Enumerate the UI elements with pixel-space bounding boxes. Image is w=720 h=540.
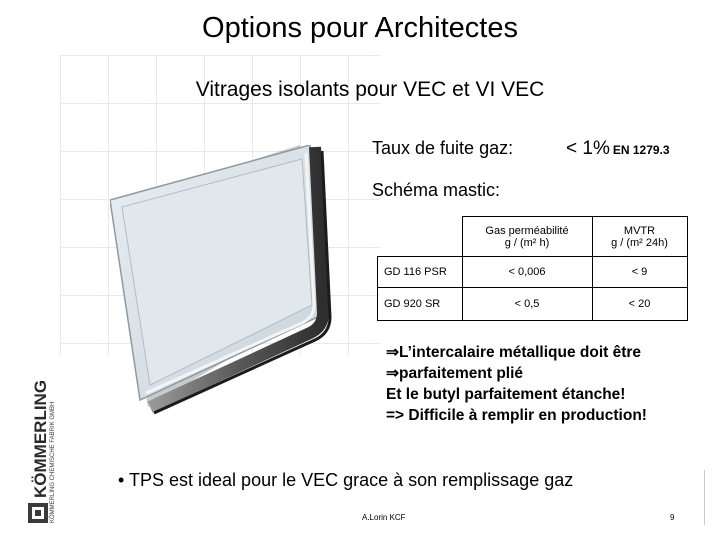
- table-row: [378, 288, 688, 321]
- header-gas-permeability: [462, 217, 592, 257]
- tps-text: TPS est ideal pour le VEC grace à son remplissage gaz: [129, 470, 574, 490]
- page-number: 9: [670, 513, 675, 522]
- table-corner: [378, 217, 463, 257]
- sealant-table: [377, 216, 688, 321]
- row-label: GD 116 PSR: [378, 257, 463, 288]
- header-mvtr-line2: g / (m² 24h): [611, 236, 668, 249]
- leak-rate-value: [566, 138, 670, 160]
- divider-line: [704, 470, 705, 525]
- kommerling-logo: [26, 355, 56, 527]
- note-line: ⇒parfaitement plié: [386, 365, 524, 382]
- header-gas-line2: g / (m² h): [504, 236, 550, 249]
- note-line: => Difficile à remplir en production!: [386, 407, 647, 424]
- mvtr-value: < 9: [592, 257, 687, 288]
- logo-brand-text: KÖMMERLING: [31, 379, 50, 498]
- page-title: Options pour Architectes: [202, 12, 518, 44]
- header-gas-line1: Gas perméabilité: [485, 224, 569, 237]
- glass-unit-illustration: [110, 145, 370, 425]
- table-row: [378, 257, 688, 288]
- gas-value: < 0,5: [462, 288, 592, 321]
- leak-rate-norm: EN 1279.3: [612, 143, 670, 157]
- leak-rate-label: Taux de fuite gaz:: [372, 138, 514, 158]
- implies-arrow-icon: ⇒: [386, 365, 399, 382]
- mvtr-value: < 20: [592, 288, 687, 321]
- schema-label: Schéma mastic:: [372, 180, 501, 200]
- note-line: Et le butyl parfaitement étanche!: [386, 386, 626, 403]
- row-label: GD 920 SR: [378, 288, 463, 321]
- spacer-notes: [386, 342, 647, 426]
- header-mvtr: [592, 217, 687, 257]
- footer-author: A.Lorin KCF: [362, 513, 406, 522]
- page-subtitle: Vitrages isolants pour VEC et VI VEC: [195, 78, 545, 101]
- leak-rate-percent: < 1%: [566, 138, 610, 159]
- note-line: ⇒L’intercalaire métallique doit être: [386, 344, 642, 361]
- implies-arrow-icon: ⇒: [386, 344, 399, 361]
- header-mvtr-line1: MVTR: [623, 224, 656, 237]
- tps-bullet: [118, 470, 573, 491]
- logo-company-text: KÖMMERLING CHEMISCHE FABRIK GMBH: [50, 401, 56, 523]
- bullet-icon: •: [118, 470, 125, 490]
- gas-value: < 0,006: [462, 257, 592, 288]
